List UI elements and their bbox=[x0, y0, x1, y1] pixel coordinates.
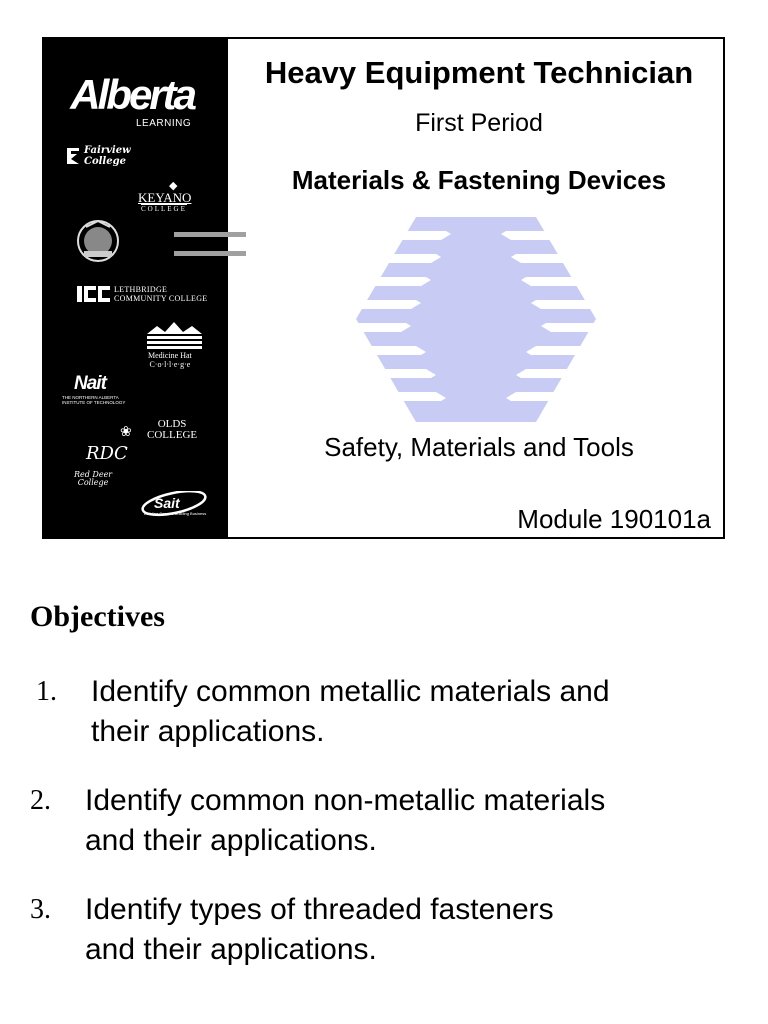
olds-college-icon: ❀ bbox=[120, 423, 132, 439]
college-seal-icon bbox=[74, 217, 122, 265]
cover-page bbox=[42, 37, 725, 539]
divider-bar-top bbox=[174, 232, 246, 237]
period-label: First Period bbox=[415, 109, 543, 137]
medicine-hat-college-icon bbox=[147, 322, 202, 350]
objective-number: 1. bbox=[36, 676, 57, 707]
lethbridge-college-logo: LETHBRIDGE COMMUNITY COLLEGE bbox=[114, 285, 208, 303]
objective-line: their applications. bbox=[91, 715, 325, 748]
fairview-college-logo: Fairview College bbox=[84, 145, 131, 167]
sait-tagline: Building Careers Building Business bbox=[144, 511, 207, 516]
nait-sublabel: THE NORTHERN ALBERTA INSTITUTE OF TECHNOLOGY bbox=[62, 395, 126, 405]
lethbridge-college-icon bbox=[77, 286, 111, 302]
keyano-icon: ◆ bbox=[169, 180, 178, 192]
keyano-college-sublabel: COLLEGE bbox=[141, 205, 187, 213]
alberta-logo: Alberta bbox=[70, 71, 194, 118]
objective-line: Identify common non-metallic materials bbox=[85, 784, 606, 817]
objective-line: Identify types of threaded fasteners bbox=[85, 893, 554, 926]
objective-line: and their applications. bbox=[85, 933, 377, 966]
objective-line: and their applications. bbox=[85, 824, 377, 857]
objective-number: 2. bbox=[30, 785, 51, 816]
objective-line: Identify common metallic materials and bbox=[91, 675, 610, 708]
keyano-college-logo: KEYANO bbox=[138, 190, 192, 205]
institution-logo-sidebar bbox=[44, 39, 228, 537]
module-number: Module 190101a bbox=[517, 504, 711, 534]
svg-text:Sait: Sait bbox=[154, 495, 180, 511]
striped-hexagon-logo bbox=[356, 217, 596, 422]
course-title: Safety, Materials and Tools bbox=[324, 432, 634, 462]
alberta-learning-label: LEARNING bbox=[136, 118, 192, 129]
divider-bar-bottom bbox=[174, 251, 246, 256]
objectives-heading: Objectives bbox=[30, 600, 165, 633]
fairview-college-icon bbox=[66, 147, 80, 165]
nait-logo: Nait bbox=[74, 373, 106, 394]
program-title: Heavy Equipment Technician bbox=[264, 55, 694, 90]
medicine-hat-college-logo: Medicine Hat C·o·l·l·e·g·e bbox=[148, 351, 192, 369]
olds-college-logo: OLDS COLLEGE bbox=[147, 418, 198, 441]
red-deer-college-logo: RDC bbox=[86, 443, 128, 464]
subject-title: Materials & Fastening Devices bbox=[291, 165, 667, 195]
red-deer-college-label: Red Deer College bbox=[74, 470, 113, 487]
objective-number: 3. bbox=[30, 894, 51, 925]
